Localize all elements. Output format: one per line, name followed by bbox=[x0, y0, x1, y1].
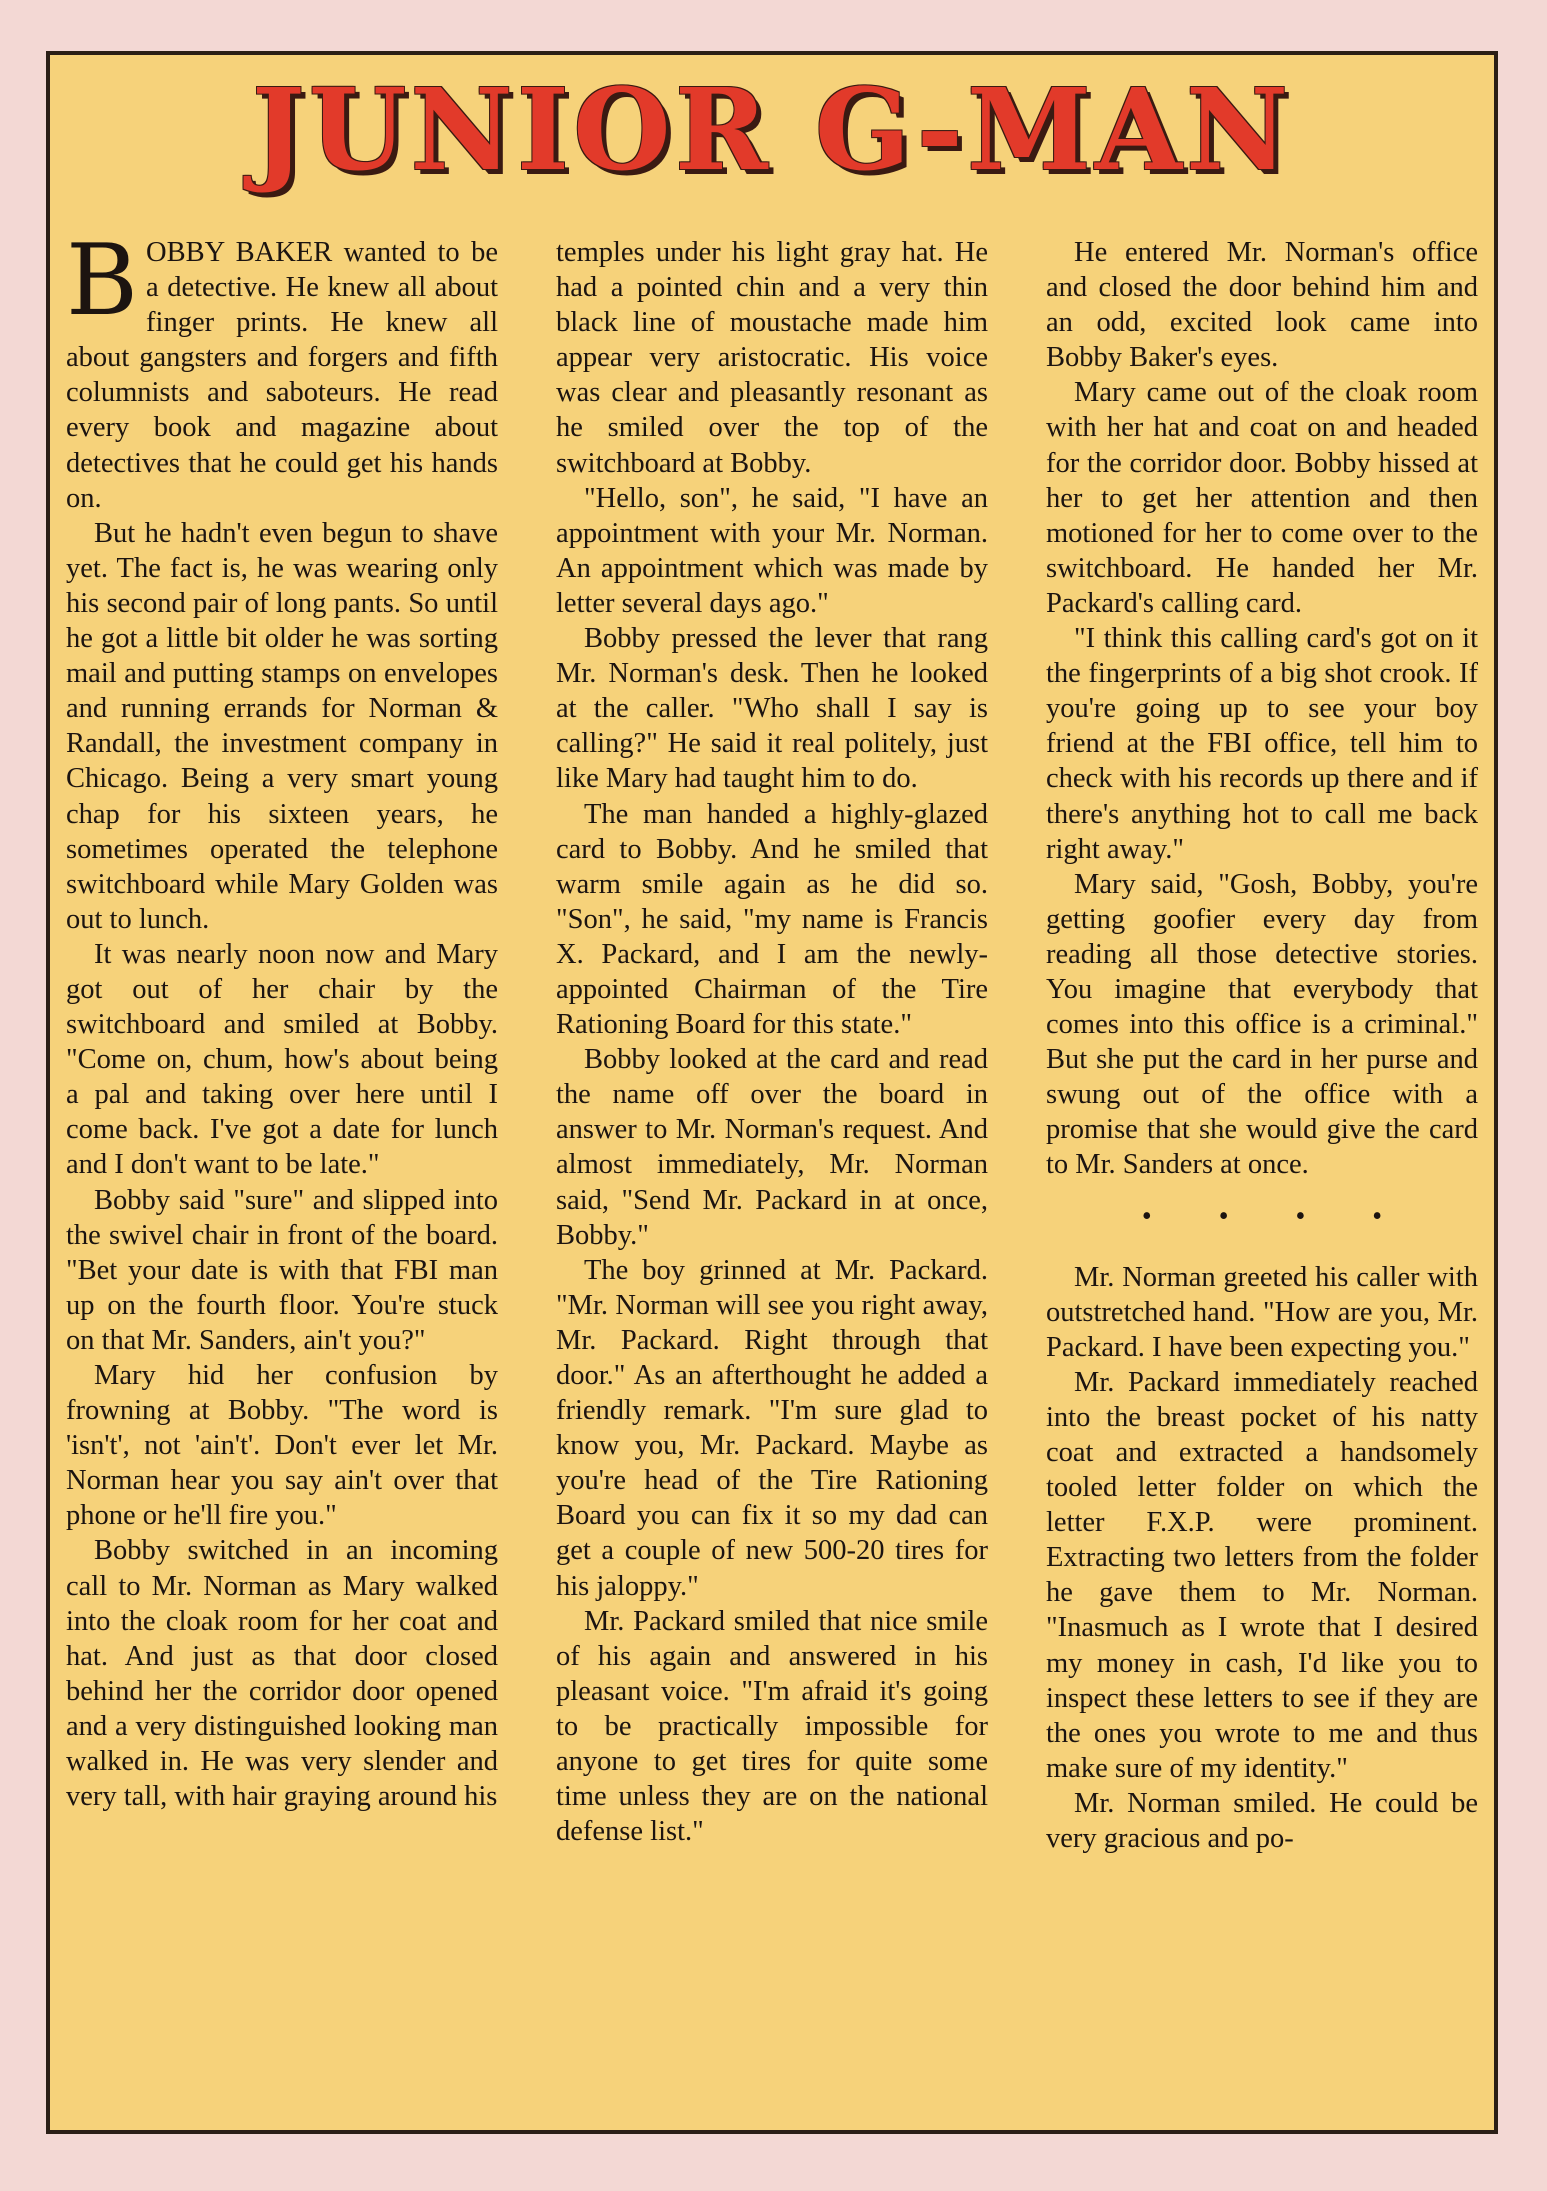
section-break-dots: • • • • bbox=[1141, 1200, 1413, 1232]
story-page bbox=[46, 51, 1498, 2134]
paragraph: Mary hid her confusion by frowning at Bobby. "The word is 'isn't', not 'ain't'. Don't ever let Mr. Norman hear you say ain't over that phone or he'll fire you." bbox=[66, 1360, 498, 1532]
paragraph: The boy grinned at Mr. Packard. "Mr. Norman will see you right away, Mr. Packard. Right through that door." As an afterthought he added a friendly remark. "I'm sure glad to know you, Mr. Packard. Maybe as you're head of the Tire Rationing Board you can fix it so my dad can get a couple of new 500-20 tires for his jaloppy." bbox=[556, 1254, 988, 1602]
paragraph: Bobby looked at the card and read the name off over the board in answer to Mr. Norman's request. And almost immediately, Mr. Norman said, "Send Mr. Packard in at once, Bobby." bbox=[556, 1044, 988, 1251]
paragraph: Bobby pressed the lever that rang Mr. Norman's desk. Then he looked at the caller. "Who shall I say is calling?" He said it real politely, just like Mary had taught him to do. bbox=[556, 623, 988, 795]
paragraph: "Hello, son", he said, "I have an appointment with your Mr. Norman. An appointment which was made by letter several days ago." bbox=[556, 482, 988, 619]
paragraph: Bobby switched in an incoming call to Mr. Norman as Mary walked into the cloak room for her coat and hat. And just as that door closed behind her the corridor door opened and a very distinguished looking man walked in. He was very slender and very tall, with hair graying around his bbox=[66, 1535, 498, 1813]
column-2 bbox=[556, 235, 988, 1849]
paragraph: Mr. Packard immediately reached into the breast pocket of his natty coat and extracted a handsomely tooled letter folder on which the letter F.X.P. were prominent. Extracting two letters from the folder he gave them to Mr. Norman. "Inasmuch as I wrote that I desired my money in cash, I'd like you to inspect these letters to see if they are the ones you wrote to me and thus make sure of my identity." bbox=[1046, 1366, 1478, 1784]
paragraph: Mary said, "Gosh, Bobby, you're getting goofier every day from reading all those detective stories. You imagine that everybody that comes into this office is a criminal." But she put the card in her purse and swung out of the office with a promise that she would give the card to Mr. Sanders at once. bbox=[1046, 868, 1478, 1181]
paragraph: The man handed a highly-glazed card to Bobby. And he smiled that warm smile again as he did so. "Son", he said, "my name is Francis X. Packard, and I am the newly-appointed Chairman of the Tire Rationing Board for this state." bbox=[556, 798, 988, 1041]
column-3 bbox=[1046, 235, 1478, 1856]
paragraph: Mr. Norman greeted his caller with outstretched hand. "How are you, Mr. Packard. I have been expecting you." bbox=[1046, 1261, 1478, 1363]
paragraph: Mary came out of the cloak room with her hat and coat on and headed for the corridor door. Bobby hissed at her to get her attention and then motioned for her to come over to the switchboard. He handed her Mr. Packard's calling card. bbox=[1046, 377, 1478, 619]
paragraph: Bobby said "sure" and slipped into the swivel chair in front of the board. "Bet your date is with that FBI man up on the fourth floor. You're stuck on that Mr. Sanders, ain't you?" bbox=[66, 1184, 498, 1356]
paragraph: Mr. Packard smiled that nice smile of his again and answered in his pleasant voice. "I'm afraid it's going to be practically impossible for anyone to get tires for quite some time unless they are on the national defense list." bbox=[556, 1605, 988, 1848]
paragraph: It was nearly noon now and Mary got out of her chair by the switchboard and smiled at Bobby. "Come on, chum, how's about being a pal and taking over here until I come back. I've got a date for lunch and I don't want to be late." bbox=[66, 938, 498, 1181]
paragraph: He entered Mr. Norman's office and closed the door behind him and an odd, excited look came into Bobby Baker's eyes. bbox=[1046, 237, 1478, 374]
paragraph: temples under his light gray hat. He had a pointed chin and a very thin black line of moustache made him appear very aristocratic. His voice was clear and pleasantly resonant as he smiled over the top of the switchboard at Bobby. bbox=[556, 237, 988, 479]
paragraph-text: OBBY BAKER wanted to be a detective. He knew all about finger prints. He knew all about gangsters and forgers and fifth columnists and saboteurs. He read every book and magazine about detectives that he could get his hands on. bbox=[66, 237, 498, 514]
story-title: JUNIOR G-MAN bbox=[251, 65, 1293, 196]
paragraph bbox=[66, 224, 498, 516]
paragraph: Mr. Norman smiled. He could be very gracious and po- bbox=[1046, 1787, 1478, 1855]
paragraph: But he hadn't even begun to shave yet. The fact is, he was wearing only his second pair of long pants. So until he got a little bit older he was sorting mail and putting stamps on envelopes and running errands for Norman & Randall, the investment company in Chicago. Being a very smart young chap for his sixteen years, he sometimes operated the telephone switchboard while Mary Golden was out to lunch. bbox=[66, 517, 498, 935]
paragraph: "I think this calling card's got on it the fingerprints of a big shot crook. If you're going up to see your boy friend at the FBI office, tell him to check with his records up there and if there's anything hot to call me back right away." bbox=[1046, 623, 1478, 865]
column-1 bbox=[66, 224, 498, 1814]
drop-cap: B bbox=[66, 224, 139, 338]
